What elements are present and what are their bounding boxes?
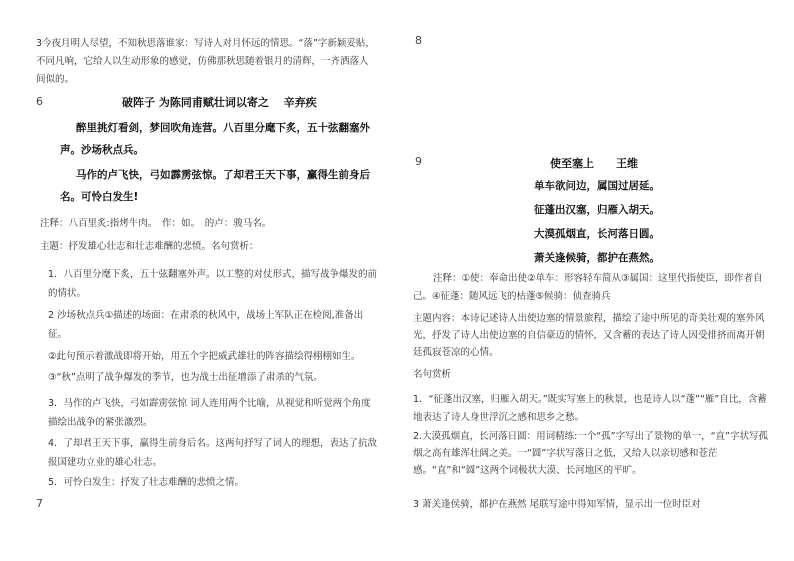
poem-line-3: 大漠孤烟直，长河落日圆。 [534, 228, 660, 240]
question-number-9: 9 [415, 155, 422, 168]
poem-theme: 主题内容：本诗记述诗人出使边塞的情景旅程，描绘了途中所见的奇美壮观的塞外风光，抒发了诗人出使边塞的自信豪迈的情怀，又含蓄的表达了诗人因受排挤而离开朝廷孤寂苍凉的心情。 [413, 313, 765, 358]
poem-line-2: 征蓬出汉塞，归雁入胡天。 [534, 204, 660, 216]
analysis-item-1: 1．“征蓬出汉塞，归雁入胡天。”既实写塞上的秋景，也是诗人以“蓬”“雁”自比，含蓄地表达了诗人身世浮沉之感和思乡之愁。 [413, 394, 767, 423]
analysis-item-1: 1．八百里分麾下炙，五十弦翻塞外声。以工整的对仗形式，描写战争爆发的前的情状。 [48, 269, 378, 299]
page-number: 7 [36, 497, 43, 510]
poem-line-1: 单车欲问边，属国过居延。 [534, 180, 660, 192]
poem-notes: 注释：①使：奉命出使②单车：形容轻车简从③属国：这里代指使臣，即作者自己。④征蓬：随风远飞的枯蓬⑤候骑：侦查骑兵 [413, 273, 763, 302]
question-number-6: 6 [36, 95, 43, 108]
analysis-item-5: 5．可怜白发生：抒发了壮志难酬的悲愤之情。 [48, 477, 245, 488]
poem-line-4: 萧关逢候骑，都护在燕然。 [534, 252, 660, 264]
analysis-item-2: 2 沙场秋点兵①描述的场面：在肃杀的秋风中，战场上军队正在检阅,准备出征。 [48, 310, 364, 340]
poem-stanza-2: 马作的卢飞快，弓如霹雳弦惊。了却君王天下事，赢得生前身后名。可怜白发生! [60, 169, 370, 203]
analysis-heading: 名句赏析 [413, 369, 452, 380]
poem-title-shizhisaishang: 使至塞上 王维 [550, 157, 638, 170]
right-page [397, 0, 794, 561]
poem-notes: 注释：八百里炙:指烤牛肉。 作：如。 的卢：骏马名。 [40, 218, 272, 229]
analysis-item-2: 2.大漠孤烟直，长河落日圆：用词精练:一个“孤”字写出了景物的单一，“直”字状写孤烟之高有雄浑壮阔之美。一“圆”字状写落日之低，又给人以亲切感和苍茫感。“直”和“圆”这两个词极状大漠、长河地区的平旷。 [413, 431, 768, 476]
analysis-item-4: 4．了却君王天下事，赢得生前身后名。这两句抒写了词人的理想，表达了抗敌报国建功立业的雄心壮志。 [48, 438, 378, 468]
intro-paragraph: 3今夜月明人尽望，不知秋思落谁家：写诗人对月怀远的情思。“落”字新颖妥贴，不同凡响，它给人以生动形象的感觉，仿佛那秋思随着银月的清辉，一齐洒落人间似的。 [36, 38, 375, 85]
analysis-item-3: 3 萧关逢侯骑，都护在燕然 尾联写途中得知军情，显示出一位时臣对 [413, 499, 701, 510]
question-number-8: 8 [415, 34, 422, 47]
analysis-item-2c: ③“秋”点明了战争爆发的季节，也为战士出征增添了肃杀的气氛。 [48, 372, 323, 383]
poem-theme: 主题：抒发雄心壮志和壮志难酬的悲愤。名句赏析： [40, 241, 259, 252]
analysis-item-2b: ②此句预示着激战即将开始，用五个字把威武雄壮的阵容描绘得栩栩如生。 [48, 351, 361, 362]
poem-title-pozhenzi: 破阵子 为陈同甫赋壮词以寄之 辛弃疾 [122, 96, 317, 109]
poem-stanza-1: 醉里挑灯看剑，梦回吹角连营。八百里分麾下炙，五十弦翻塞外声。沙场秋点兵。 [60, 122, 370, 156]
analysis-item-3: 3．马作的卢飞快，弓如霹雳弦惊 词人连用两个比喻，从视觉和听觉两个角度描绘出战争的紧张激烈。 [48, 398, 371, 428]
